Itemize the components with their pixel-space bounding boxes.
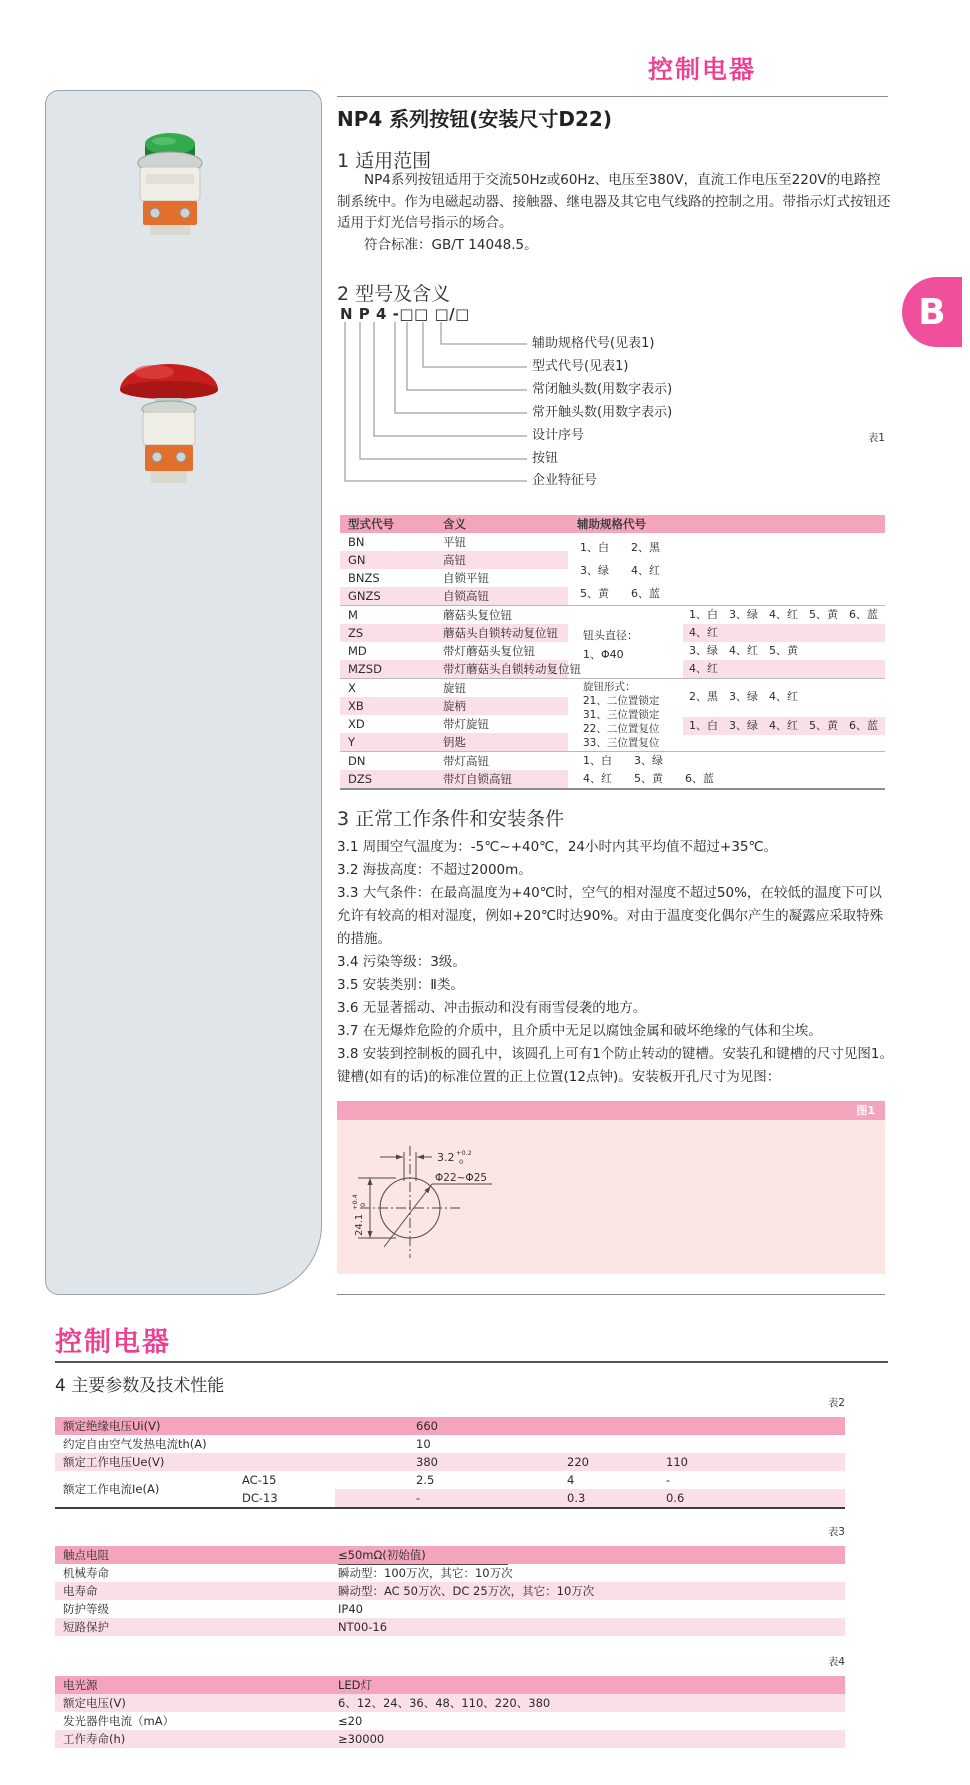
table2-row xyxy=(55,1471,845,1496)
section1-body xyxy=(337,170,893,256)
product-photo-green-pushbutton xyxy=(108,123,233,243)
aux-line: 4、红 xyxy=(689,626,718,639)
figure1-body xyxy=(337,1120,885,1274)
table4-row xyxy=(55,1712,845,1730)
type-meaning: 自锁平钮 xyxy=(443,571,489,585)
type-meaning: 旋柄 xyxy=(443,699,466,713)
aux-line: 5、黄 6、蓝 xyxy=(580,587,660,600)
param-name: 工作寿命(h) xyxy=(63,1732,126,1746)
table1-header-meaning: 含义 xyxy=(443,517,466,531)
table1-row xyxy=(340,770,568,788)
table1-row xyxy=(340,642,568,660)
condition-item: 3.3 大气条件：在最高温度为+40℃时，空气的相对湿度不超过50%，在较低的温度下可以允许有较高的相对湿度，例如+20℃时达90%。对由于温度变化偶尔产生的凝露应采取特殊的措施。 xyxy=(337,885,884,947)
section2-heading: 2 型号及含义 xyxy=(337,283,451,305)
table1-row xyxy=(340,606,568,624)
bottom-section-rule xyxy=(55,1361,888,1363)
type-meaning: 自锁高钮 xyxy=(443,589,489,603)
middle-line: 33、三位置复位 xyxy=(583,737,660,749)
middle-line: 21、二位置锁定 xyxy=(583,695,660,707)
param-value: LED灯 xyxy=(338,1678,373,1692)
table3-row xyxy=(55,1618,845,1636)
type-code: Y xyxy=(348,735,356,749)
param-subcategory: AC-15 xyxy=(242,1473,277,1487)
table1-header-row xyxy=(340,515,885,533)
knob-form-codes xyxy=(583,680,659,750)
brand-header-bottom: 控制电器 xyxy=(55,1327,171,1358)
table1-row xyxy=(340,587,568,605)
hole-diameter-label: Φ22~Φ25 xyxy=(435,1172,488,1184)
callout-enterprise-code: 企业特征号 xyxy=(532,473,598,488)
param-value: - xyxy=(666,1473,671,1487)
keyway-width-tolerance-upper: +0.2 xyxy=(456,1149,472,1157)
type-meaning: 带灯自锁高钮 xyxy=(443,772,512,786)
keyway-width-dimension: 3.2 xyxy=(437,1151,455,1164)
table1-group-mushroom-buttons xyxy=(340,605,885,678)
param-name: 额定电压(V) xyxy=(63,1696,126,1710)
table1-row xyxy=(340,752,568,770)
param-name-spanning: 额定工作电流Ie(A) xyxy=(63,1482,160,1496)
column-bottom-rule xyxy=(337,1294,885,1295)
table1-row xyxy=(340,679,568,697)
param-value: 6、12、24、36、48、110、220、380 xyxy=(338,1696,551,1710)
type-meaning: 高钮 xyxy=(443,553,466,567)
param-value: 0.3 xyxy=(567,1491,586,1505)
middle-line: 22、二位置复位 xyxy=(583,723,660,735)
aux-line: 4、红 xyxy=(689,662,718,675)
table2-row xyxy=(55,1489,845,1507)
section3-heading: 3 正常工作条件和安装条件 xyxy=(337,808,565,830)
table1-group-selector-switches xyxy=(340,678,885,751)
figure1-header xyxy=(337,1101,885,1120)
param-value: - xyxy=(416,1491,421,1505)
type-code: BN xyxy=(348,535,365,549)
condition-item: 3.4 污染等级：3级。 xyxy=(337,954,466,970)
param-value: 660 xyxy=(416,1419,438,1433)
condition-item: 3.6 无显著摇动、冲击振动和没有雨雪侵袭的地方。 xyxy=(337,1000,647,1016)
callout-design-number: 设计序号 xyxy=(532,428,585,443)
aux-line: 1、白 3、绿 4、红 5、黄 6、蓝 xyxy=(689,719,878,732)
section-index-tab xyxy=(902,277,962,347)
middle-line: 旋钮形式： xyxy=(583,681,636,693)
type-meaning: 钥匙 xyxy=(443,735,466,749)
middle-line: 31、三位置锁定 xyxy=(583,709,660,721)
table4-row xyxy=(55,1730,845,1748)
table3-label: 表3 xyxy=(827,1526,845,1538)
param-name: 约定自由空气发热电流th(A) xyxy=(63,1437,207,1451)
type-code: BNZS xyxy=(348,571,380,585)
param-name: 发光器件电流（mA） xyxy=(63,1714,175,1728)
table4-row xyxy=(55,1676,845,1694)
param-value: 瞬动型：AC 50万次、DC 25万次，其它：10万次 xyxy=(338,1584,595,1598)
param-value: 2.5 xyxy=(416,1473,435,1487)
table1-row xyxy=(340,733,568,751)
param-name: 额定绝缘电压Ui(V) xyxy=(63,1419,161,1433)
condition-item: 3.7 在无爆炸危险的介质中，且介质中无足以腐蚀金属和破坏绝缘的气体和尘埃。 xyxy=(337,1023,822,1039)
section-index-letter: B xyxy=(918,291,946,333)
table1-header-aux: 辅助规格代号 xyxy=(577,517,646,531)
type-code: MZSD xyxy=(348,662,382,676)
table2-row xyxy=(55,1435,845,1453)
callout-pushbutton: 按钮 xyxy=(532,451,559,466)
param-value: NT00-16 xyxy=(338,1620,388,1634)
param-value: ≥30000 xyxy=(338,1732,385,1746)
table1-header-code: 型式代号 xyxy=(348,517,394,531)
callout-aux-spec-code: 辅助规格代号(见表1) xyxy=(532,336,655,351)
table1-row xyxy=(340,624,568,642)
table4 xyxy=(55,1676,845,1748)
table1-row xyxy=(340,533,568,551)
aux-line: 2、黑 3、绿 4、红 xyxy=(689,690,798,703)
aux-line: 4、红 5、黄 6、蓝 xyxy=(583,772,714,785)
param-value: 220 xyxy=(567,1455,589,1469)
section3-conditions xyxy=(337,836,893,1089)
aux-line: 1、白 3、绿 4、红 5、黄 6、蓝 xyxy=(689,608,878,621)
product-photo-red-mushroom-button xyxy=(104,356,234,496)
type-code: GN xyxy=(348,553,366,567)
product-photo-panel xyxy=(45,90,322,1295)
type-code: DN xyxy=(348,754,366,768)
param-subcategory: DC-13 xyxy=(242,1491,278,1505)
param-value: 瞬动型：100万次，其它：10万次 xyxy=(338,1566,513,1580)
aux-line: 3、绿 4、红 xyxy=(580,564,660,577)
brand-header: 控制电器 xyxy=(648,55,757,84)
table1-group-flush-buttons xyxy=(340,533,885,605)
type-code: ZS xyxy=(348,626,364,640)
section1-heading: 1 适用范围 xyxy=(337,150,432,172)
type-code: XB xyxy=(348,699,364,713)
header-rule xyxy=(337,96,888,97)
type-meaning: 带灯旋钮 xyxy=(443,717,489,731)
param-name: 电光源 xyxy=(63,1678,98,1692)
param-value: 4 xyxy=(567,1473,575,1487)
middle-line: 钮头直径： xyxy=(583,629,638,642)
table4-row xyxy=(55,1694,845,1712)
hole-height-tolerance-upper: +0.4 xyxy=(351,1194,359,1210)
page-title: NP4 系列按钮(安装尺寸D22) xyxy=(337,107,612,131)
type-meaning: 蘑菇头自锁转动复位钮 xyxy=(443,626,558,640)
param-name: 短路保护 xyxy=(63,1620,109,1634)
type-meaning: 带灯蘑菇头自锁转动复位钮 xyxy=(443,662,581,676)
table1-group-illuminated-buttons xyxy=(340,751,885,788)
table1-row xyxy=(340,551,568,569)
param-name: 电寿命 xyxy=(63,1584,98,1598)
section1-standard-note: 符合标准：GB/T 14048.5。 xyxy=(364,236,538,253)
type-meaning: 蘑菇头复位钮 xyxy=(443,608,512,622)
table2-label: 表2 xyxy=(827,1397,845,1409)
table3-row xyxy=(55,1546,845,1564)
button-head-diameter xyxy=(583,626,638,664)
table3-row xyxy=(55,1582,845,1600)
callout-type-code: 型式代号(见表1) xyxy=(532,359,629,374)
table1-row xyxy=(340,569,568,587)
table1-row xyxy=(340,697,568,715)
aux-line: 1、白 3、绿 xyxy=(583,754,663,767)
table2-row xyxy=(55,1453,845,1471)
table2-row xyxy=(55,1417,845,1435)
param-value: ≤20 xyxy=(338,1714,363,1728)
param-value: IP40 xyxy=(338,1602,363,1616)
param-value: 110 xyxy=(666,1455,688,1469)
param-name: 机械寿命 xyxy=(63,1566,109,1580)
table1-row xyxy=(340,660,581,678)
table4-label: 表4 xyxy=(827,1656,845,1668)
param-name: 触点电阻 xyxy=(63,1548,109,1562)
mounting-hole-drawing xyxy=(340,1124,570,1272)
type-code: GNZS xyxy=(348,589,381,603)
type-meaning: 带灯蘑菇头复位钮 xyxy=(443,644,535,658)
type-code: XD xyxy=(348,717,365,731)
table3-row xyxy=(55,1564,845,1582)
type-meaning: 平钮 xyxy=(443,535,466,549)
keyway-width-tolerance-lower: 0 xyxy=(459,1158,464,1166)
type-code: MD xyxy=(348,644,367,658)
type-code: X xyxy=(348,681,356,695)
type-meaning: 旋钮 xyxy=(443,681,466,695)
type-code: DZS xyxy=(348,772,373,786)
section1-paragraph: NP4系列按钮适用于交流50Hz或60Hz、电压至380V，直流工作电压至220V的电路控制系统中。作为电磁起动器、接触器、继电器及其它电气线路的控制之用。带指示灯式按钮还适用于灯光信号指示的场合。 xyxy=(337,172,891,231)
hole-height-dimension: 24.1 xyxy=(354,1213,365,1236)
table1-label: 表1 xyxy=(867,432,885,444)
condition-item: 3.5 安装类别：Ⅱ类。 xyxy=(337,977,464,993)
hole-height-tolerance-lower: 0 xyxy=(359,1202,367,1207)
callout-no-contacts: 常开触头数(用数字表示) xyxy=(532,405,673,420)
condition-item: 3.1 周围空气温度为：-5℃~+40℃，24小时内其平均值不超过+35℃。 xyxy=(337,839,778,855)
param-name: 防护等级 xyxy=(63,1602,109,1616)
param-value: ≤50mΩ(初始值) xyxy=(338,1548,426,1562)
middle-line: 1、Φ40 xyxy=(583,648,624,661)
table3-row xyxy=(55,1600,845,1618)
table3 xyxy=(55,1546,845,1636)
table1-row xyxy=(340,715,568,733)
condition-item: 3.8 安装到控制板的圆孔中，该圆孔上可有1个防止转动的键槽。安装孔和键槽的尺寸见图1。键槽(如有的话)的标准位置的正上位置(12点钟)。安装板开孔尺寸为见图： xyxy=(337,1046,893,1085)
type-meaning: 带灯高钮 xyxy=(443,754,489,768)
model-code: N P 4 -□□ □/□ xyxy=(340,305,470,323)
aux-line: 1、白 2、黑 xyxy=(580,541,660,554)
param-value: 380 xyxy=(416,1455,438,1469)
param-name: 额定工作电压Ue(V) xyxy=(63,1455,165,1469)
table1 xyxy=(340,515,885,790)
callout-nc-contacts: 常闭触头数(用数字表示) xyxy=(532,382,673,397)
figure1-label: 图1 xyxy=(856,1104,875,1117)
type-code: M xyxy=(348,608,358,622)
row-highlight xyxy=(335,1489,845,1507)
param-value: 10 xyxy=(416,1437,431,1451)
aux-spec-codes xyxy=(580,536,660,605)
condition-item: 3.2 海拔高度：不超过2000m。 xyxy=(337,862,532,878)
section4-heading: 4 主要参数及技术性能 xyxy=(55,1376,225,1396)
param-value: 0.6 xyxy=(666,1491,685,1505)
aux-line: 3、绿 4、红 5、黄 xyxy=(689,644,798,657)
table2 xyxy=(55,1417,845,1509)
